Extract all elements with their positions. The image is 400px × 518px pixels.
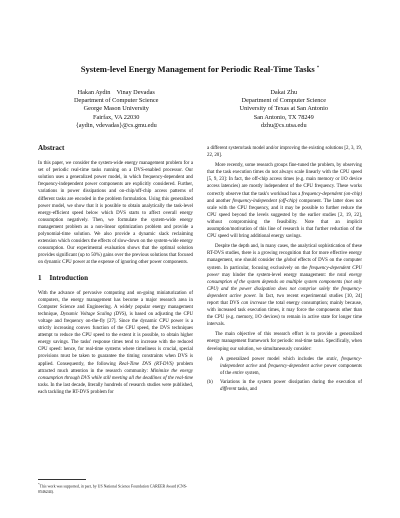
list-item [207, 356, 362, 377]
right-paragraph-3 [207, 243, 362, 328]
title-footnote-mark: * [316, 66, 320, 71]
text-run: power components of the [220, 363, 362, 376]
text-run: Variations in the system power dissipation during the execution of [220, 379, 362, 385]
emphasis: frequency-dependent (on-chip) [301, 191, 363, 197]
text-run: In fact, two recent experimental studies [10, 24] report that DVS [207, 293, 362, 306]
section-title: Introduction [49, 273, 89, 282]
footnote-text [38, 482, 193, 495]
left-column [38, 145, 193, 396]
emphasis-dvs: Dynamic Voltage Scaling (DVS) [60, 311, 127, 317]
abstract-heading: Abstract [38, 144, 65, 153]
text-run: component. The latter does not scale with the CPU frequency, and it may be possible to further reduce the CPU speed beyond the levels suggested by the earlier studies [2, 19, 22], without compromising the feasibility. Note that an implicit assumption/motivation of this line of research is that further reduction of the CPU speed will bring additional energy savings. [207, 198, 363, 240]
footnote-rule [38, 479, 86, 480]
emphasis: different [220, 387, 237, 393]
author-email: {aydin, vdevadas}@cs.gmu.edu [75, 121, 157, 129]
author-names: Hakan Aydin Vinay Devadas [77, 89, 155, 96]
author-block-utsa [240, 89, 328, 130]
text-run: and another [207, 198, 233, 204]
emphasis: frequency-independent active [220, 356, 362, 369]
paper-title [38, 64, 362, 75]
text-run: effects of DVS on the computer system. In particular, focusing exclusively on the [207, 258, 362, 271]
list-item-label: (b) [207, 379, 213, 385]
text-run: With the advance of pervasive computing and on-going miniaturization of computers, the energy management has become a major research area in Computer Science and Engineering. A widely popular energy management technique, [38, 290, 193, 317]
author-affiliation: Department of Computer Science [74, 97, 159, 105]
text-run: , is based on adjusting the CPU voltage and frequency on-the-fly [27]. Since the dynamic CPU power is a strictly increasing convex function of the CPU speed, the DVS techniques attempt to reduce the CPU speed to the extent it is possible, to obtain higher energy savings. The tasks' response times tend to increase with the reduced CPU speed: hence, for real-time systems where timeliness is crucial, special provisions must be taken to guarantee the timing constraints when DVS is applied. Consequently, the following [38, 311, 193, 367]
list-item-text [220, 379, 362, 393]
text-run: Despite the depth and, in many cases, the analytical sophistication of these RT-DVS studies, there is a growing recognition that for more effective energy management, one should consider the [207, 244, 362, 264]
author-institution: George Mason University [83, 105, 149, 113]
text-run: More recently, some research groups fine-tuned the problem, by observing that the task execution times do not always scale linearly with the CPU speed [5, 9, 23]: In fact, the off-chip access times (e.g. main memory or I/O device access latencies) are mostly independent of the CPU frequency. These works correctly observe that the task's workload has a [207, 163, 362, 197]
emphasis: can increase [241, 300, 267, 306]
right-paragraph-2 [207, 162, 362, 240]
right-paragraph-4: The main objective of this research effort is to provide a generalized energy management framework for periodic real-time tasks. Specifically, when developing our solution, we simultaneously consider: [207, 332, 362, 352]
contribution-list [207, 356, 362, 393]
author-location: San Antonio, TX 78249 [253, 113, 314, 121]
abstract-text: In this paper, we consider the system-wide energy management problem for a set of periodic real-time tasks running on a DVS-enabled processor. Our solution uses a generalized power model, in which frequency-dependent and frequency-independent power components are explicitly considered. Further, variations in power dissipations and on-chip/off-chip access patterns of different tasks are encoded in the problem formulation. Using this generalized power model, we show that it is possible to obtain analytically the task-level energy-efficient speed below which DVS starts to affect overall energy consumption negatively. Then, we formulate the system-wide energy management problem as a non-linear optimization problem and provide a polynomial-time solution. We also provide a dynamic slack reclaiming extension which considers the effects of slow-down on the system-wide energy consumption. Our experimental evaluation shows that the optimal solution provides significant (up to 50%) gains over the previous solutions that focused on dynamic CPU power at the expense of ignoring other power components. [38, 161, 193, 266]
text-run: may hinder the system-level energy management: [219, 272, 329, 278]
section-heading-introduction [38, 275, 193, 282]
title-text: System-level Energy Management for Periodic Real-Time Tasks [80, 64, 315, 74]
section-number: 1 [38, 273, 42, 282]
author-location: Fairfax, VA 22030 [92, 113, 140, 121]
footnote-body: This work was supported, in part, by US National Science Foundation CAREER Award (CNS-0546244). [38, 484, 188, 494]
text-run: tasks, and [236, 387, 257, 393]
emphasis: the total energy consumption of the system depends on multiple system components (not only CPU) and the power dissipation does not comprise solely the frequency-dependent active power. [207, 272, 362, 299]
footnote [38, 479, 193, 495]
list-item-text [220, 356, 362, 377]
right-column [207, 145, 362, 396]
emphasis: static [326, 356, 337, 362]
author-institution: University of Texas at San Antonio [239, 105, 328, 113]
text-run: , [336, 356, 342, 362]
emphasis-rt-dvs: Real-Time DVS (RT-DVS) [118, 361, 174, 367]
author-block-gmu [74, 89, 158, 130]
author-affiliation: Department of Computer Science [241, 97, 326, 105]
text-run: and [257, 363, 269, 369]
emphasis: frequency-independent (off-chip) [232, 198, 298, 204]
author-names: Dakai Zhu [270, 89, 298, 96]
right-paragraph-1: a different system/task model and/or improving the existing solutions [2, 3, 19, 22, 20]. [207, 146, 362, 159]
emphasis: entire [232, 370, 244, 376]
emphasis: frequency-dependent active [268, 363, 323, 369]
emphasis: global [283, 258, 297, 264]
text-run: problem attracted much attention in the research community: [38, 361, 193, 374]
text-run: A generalized power model which includes the [220, 356, 327, 362]
text-run: system, [243, 370, 260, 376]
emphasis-problem-statement: Minimize the energy consumption through DVS while still meeting all the deadlines of the real-time tasks. [38, 368, 193, 388]
author-list [38, 89, 362, 130]
emphasis: frequency-dependent CPU power [207, 265, 362, 278]
body-columns [38, 145, 362, 396]
list-item [207, 379, 362, 393]
text-run: In the last decade, literally hundreds of research studies were published, each tackling the RT-DVS problem for [38, 382, 193, 395]
text-run: the total energy consumption; mainly because, with increased task execution times, it may force the components other than the CPU (e.g. memory, I/O devices) to remain in active state for longer time intervals. [207, 300, 362, 328]
author-email: dzhu@cs.utsa.edu [260, 121, 307, 129]
footnote-mark: * [38, 482, 40, 486]
intro-paragraph-1 [38, 290, 193, 396]
list-item-label: (a) [207, 356, 213, 362]
